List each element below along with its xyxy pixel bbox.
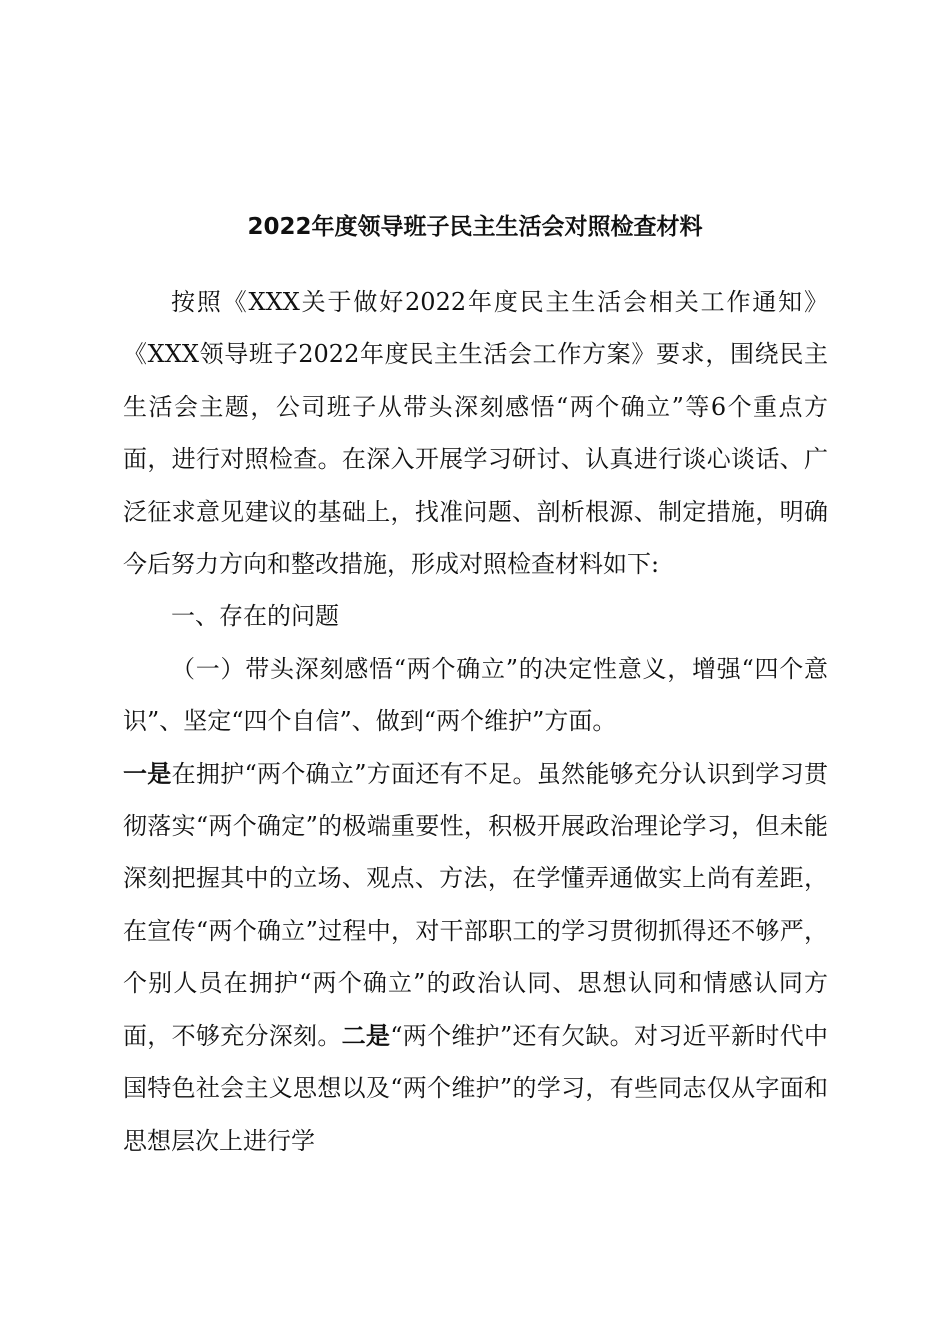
point2-label: 二是 [341, 1021, 391, 1050]
intro-paragraph: 按照《XXX关于做好2022年度民主生活会相关工作通知》《XXX领导班子2022年度民主生活会工作方案》要求，围绕民主生活会主题，公司班子从带头深刻感悟“两个确立”等6个重点方面，进行对照检查。在深入开展学习研讨、认真进行谈心谈话、广泛征求意见建议的基础上，找准问题、剖析根源、制定措施，明确今后努力方向和整改措施，形成对照检查材料如下: [123, 288, 828, 579]
point2-text: “两个维护”还有欠缺。对习近平新时代中国特色社会主义思想以及“两个维护”的学习，有些同志仅从字面和思想层次上进行学 [123, 1021, 829, 1155]
point1-text: 在拥护“两个确立”方面还有不足。虽然能够充分认识到学习贯彻落实“两个确定”的极端重要性，积极开展政治理论学习，但未能深刻把握其中的立场、观点、方法，在学懂弄通做实上尚有差距，在宣传“两个确立”过程中，对干部职工的学习贯彻抓得还不够严，个别人员在拥护“两个确立”的政治认同、思想认同和情感认同方面，不够充分深刻。 [123, 759, 829, 1050]
point1-label: 一是 [123, 759, 172, 788]
section-heading: 一、存在的问题 [171, 602, 339, 631]
document-title: 2022年度领导班子民主生活会对照检查材料 [247, 214, 703, 240]
problem-paragraph [123, 748, 828, 1167]
subsection-heading: （一）带头深刻感悟“两个确立”的决定性意义，增强“四个意识”、坚定“四个自信”、做到“两个维护”方面。 [123, 654, 828, 736]
document-body [123, 276, 828, 1167]
